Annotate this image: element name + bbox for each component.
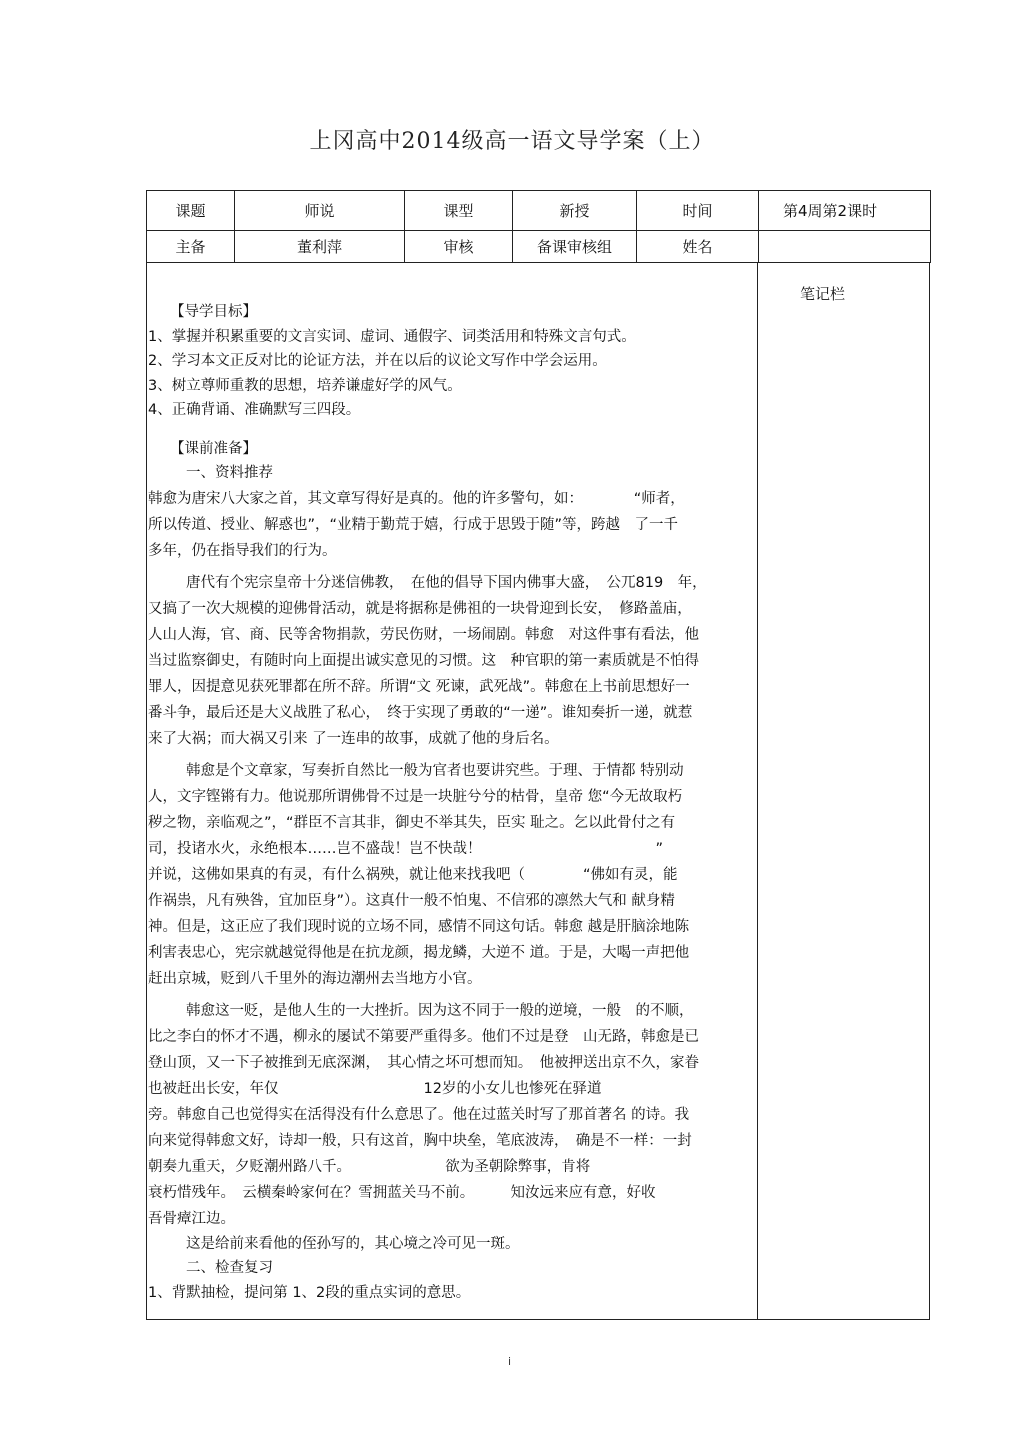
- value-type: 新授: [513, 191, 637, 231]
- text-line: 吾骨瘴江边。: [148, 1210, 235, 1227]
- paragraph-3: [148, 758, 754, 992]
- text-line: 利害表忠心，宪宗就越觉得他是在抗龙颜，揭龙鳞，大逆不 道。于是，大喝一声把他: [148, 944, 690, 961]
- header-table: [146, 190, 931, 263]
- value-time: 第4周第2课时: [759, 191, 931, 231]
- label-name: 姓名: [637, 231, 759, 263]
- text-line: 人山人海，官、商、民等舍物捐款，劳民伤财，一场闹剧。韩愈 对这件事有看法，他: [148, 626, 699, 643]
- subsection-heading: 一、资料推荐: [186, 465, 273, 481]
- paragraph-1: [148, 486, 754, 564]
- text-line: 当过监察御史，有随时向上面提出诚实意见的习惯。这 种官职的第一素质就是不怕得: [148, 652, 699, 669]
- text-line: 衰朽惜残年。 云横秦岭家何在？雪拥蓝关马不前。 知汝远来应有意，好收: [148, 1184, 656, 1201]
- text-line: 番斗争，最后还是大义战胜了私心， 终于实现了勇敢的“一递”。谁知奏折一递，就惹: [148, 704, 693, 721]
- text-line: 作祸祟，凡有殃咎，宜加臣身”）。这真什一般不怕鬼、不信邪的凛然大气和 献身精: [148, 892, 675, 909]
- review-item: 1、背默抽检，提问第 1、2段的重点实词的意思。: [148, 1284, 471, 1301]
- goal-heading: 【导学目标】: [170, 304, 257, 320]
- lesson-content: [148, 300, 754, 1305]
- goal-item: 1、掌握并积累重要的文言实词、虚词、通假字、词类活用和特殊文言句式。: [148, 328, 636, 345]
- value-reviewer: 备课审核组: [513, 231, 637, 263]
- text-line: 赶出京城，贬到八千里外的海边潮州去当地方小官。: [148, 970, 482, 987]
- text-line: 也被赶出长安，年仅 12岁的小女儿也惨死在驿道: [148, 1080, 602, 1097]
- header-row-2: [147, 231, 931, 263]
- text-line: 登山顶，又一下子被推到无底深渊， 其心情之坏可想而知。 他被押送出京不久，家眷: [148, 1054, 699, 1071]
- text-line: 所以传道、授业、解惑也”，“业精于勤荒于嬉，行成于思毁于随”等，跨越 了一千: [148, 516, 679, 533]
- text-line: 司，投诸水火，永绝根本……岂不盛哉！岂不快哉！ ”: [148, 840, 664, 857]
- text-line: 韩愈为唐宋八大家之首，其文章写得好是真的。他的许多警句，如： “师者，: [148, 490, 685, 507]
- text-line: 唐代有个宪宗皇帝十分迷信佛教， 在他的倡导下国内佛事大盛， 公兀819 年，: [186, 574, 707, 591]
- notes-divider: [757, 262, 758, 1320]
- paragraph-2: [148, 570, 754, 752]
- value-preparer: 董利萍: [235, 231, 405, 263]
- label-reviewer: 审核: [405, 231, 513, 263]
- goal-item: 2、学习本文正反对比的论证方法，并在以后的议论文写作中学会运用。: [148, 353, 607, 369]
- value-name[interactable]: [759, 231, 931, 263]
- text-line: 秽之物，亲临观之”，“群臣不言其非，御史不举其失，臣实 耻之。乞以此骨付之有: [148, 814, 676, 831]
- value-topic: 师说: [235, 191, 405, 231]
- text-line: 又搞了一次大规模的迎佛骨活动，就是将据称是佛祖的一块骨迎到长安， 修路盖庙，: [148, 600, 692, 617]
- header-row-1: [147, 191, 931, 231]
- label-topic: 课题: [147, 191, 235, 231]
- text-line: 向来觉得韩愈文好，诗却一般，只有这首，胸中块垒，笔底波涛， 确是不一样：一封: [148, 1132, 692, 1149]
- page-number: i: [508, 1355, 512, 1368]
- text-line: 比之李白的怀才不遇，柳永的屡试不第要严重得多。他们不过是登 山无路，韩愈是已: [148, 1028, 699, 1045]
- goal-item: 4、正确背诵、准确默写三四段。: [148, 402, 361, 418]
- text-line: 韩愈这一贬，是他人生的一大挫折。因为这不同于一般的逆境，一般 的不顺，: [186, 1002, 694, 1019]
- text-line: 旁。韩愈自己也觉得实在活得没有什么意思了。他在过蓝关时写了那首著名 的诗。我: [148, 1106, 690, 1123]
- text-line: 多年，仍在指导我们的行为。: [148, 542, 337, 559]
- text-line: 人，文字铿锵有力。他说那所谓佛骨不过是一块脏兮兮的枯骨，皇帝 您“今无故取朽: [148, 788, 683, 805]
- goal-item: 3、树立尊师重教的思想，培养谦虚好学的风气。: [148, 377, 462, 394]
- text-line: 神。但是，这正应了我们现时说的立场不同，感情不同这句话。韩愈 越是肝脑涂地陈: [148, 918, 690, 935]
- notes-label: 笔记栏: [800, 285, 846, 303]
- text-line: 并说，这佛如果真的有灵，有什么祸殃，就让他来找我吧（ “佛如有灵，能: [148, 866, 678, 883]
- label-time: 时间: [637, 191, 759, 231]
- text-line: 韩愈是个文章家，写奏折自然比一般为官者也要讲究些。于理、于情都 特别动: [186, 762, 684, 779]
- paragraph-4: [148, 998, 754, 1232]
- paragraph-5: 这是给前来看他的侄孙写的，其心境之冷可见一斑。: [186, 1235, 520, 1252]
- page-title: 上冈高中2014级高一语文导学案（上）: [309, 129, 715, 154]
- text-line: 朝奏九重天，夕贬潮州路八千。 欲为圣朝除弊事，肯将: [148, 1158, 591, 1175]
- text-line: 来了大祸；而大祸又引来 了一连串的故事，成就了他的身后名。: [148, 730, 559, 747]
- text-line: 罪人，因提意见获死罪都在所不辞。所谓“文 死谏，武死战”。韩愈在上书前思想好一: [148, 678, 690, 695]
- label-preparer: 主备: [147, 231, 235, 263]
- prep-heading: 【课前准备】: [170, 440, 257, 457]
- subsection-heading: 二、检查复习: [186, 1260, 273, 1276]
- label-type: 课型: [405, 191, 513, 231]
